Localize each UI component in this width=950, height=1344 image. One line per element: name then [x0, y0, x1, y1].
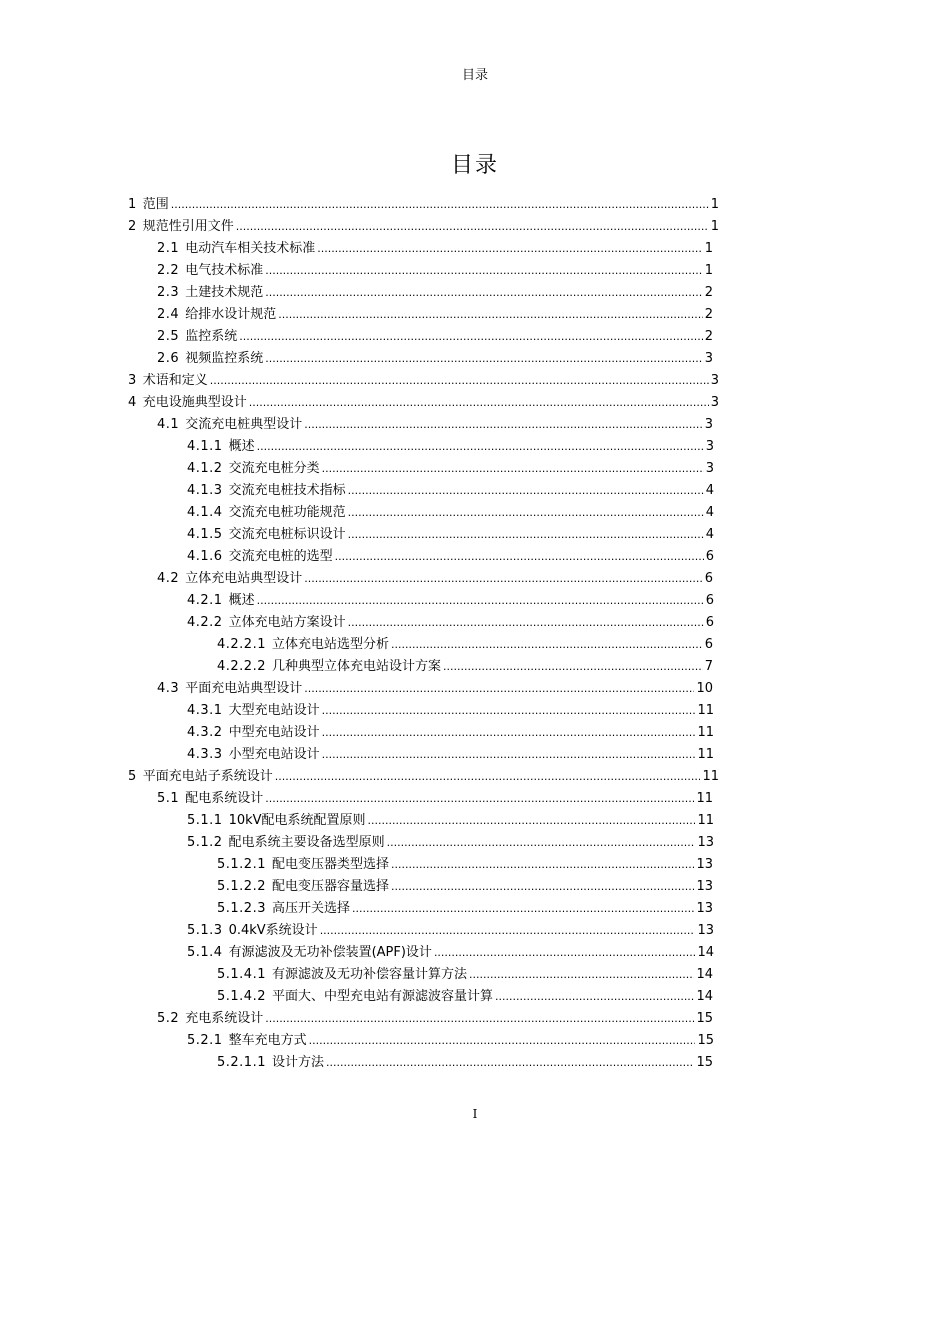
- toc-dot-leader: [391, 876, 694, 898]
- toc-entry[interactable]: [187, 1030, 714, 1052]
- toc-entry-page: 3: [704, 351, 713, 366]
- toc-entry[interactable]: [217, 1052, 713, 1074]
- toc-entry-number: 5.1.4.1: [217, 967, 266, 982]
- toc-entry-title: 小型充电站设计: [228, 747, 320, 762]
- toc-entry[interactable]: [157, 414, 713, 436]
- toc-entry[interactable]: [187, 546, 714, 568]
- toc-entry[interactable]: [187, 458, 714, 480]
- toc-dot-leader: [309, 1030, 696, 1052]
- toc-entry-title: 配电系统设计: [185, 791, 264, 806]
- toc-entry-title: 配电系统主要设备选型原则: [228, 835, 385, 850]
- toc-dot-leader: [249, 392, 709, 414]
- toc-dot-leader: [317, 238, 703, 260]
- toc-entry-page: 11: [697, 703, 714, 718]
- toc-entry-number: 5.1.2.1: [217, 857, 266, 872]
- toc-entry-page: 1: [704, 263, 713, 278]
- toc-entry-page: 3: [710, 395, 719, 410]
- toc-entry-title: 0.4kV系统设计: [228, 923, 318, 938]
- toc-entry-number: 4.1.1: [187, 439, 223, 454]
- toc-entry-number: 2: [128, 219, 137, 234]
- toc-entry-page: 14: [697, 945, 714, 960]
- toc-entry-page: 11: [696, 791, 713, 806]
- toc-entry-page: 15: [696, 1055, 713, 1070]
- toc-entry[interactable]: [217, 876, 713, 898]
- toc-entry-title: 交流充电桩的选型: [228, 549, 333, 564]
- toc-entry-title: 立体充电站选型分析: [271, 637, 389, 652]
- toc-entry-number: 4.3: [157, 681, 180, 696]
- toc-entry-title: 立体充电站方案设计: [228, 615, 346, 630]
- toc-entry-page: 2: [704, 329, 713, 344]
- toc-entry-page: 13: [697, 923, 714, 938]
- toc-entry-number: 2.1: [157, 241, 180, 256]
- toc-dot-leader: [326, 1052, 694, 1074]
- toc-entry[interactable]: [157, 348, 713, 370]
- toc-entry-title: 交流充电桩典型设计: [185, 417, 303, 432]
- toc-entry-title: 视频监控系统: [185, 351, 264, 366]
- toc-entry-number: 2.2: [157, 263, 180, 278]
- toc-dot-leader: [171, 194, 709, 216]
- toc-entry[interactable]: [187, 700, 714, 722]
- running-header: 目录: [461, 68, 488, 83]
- toc-entry-page: 14: [696, 967, 713, 982]
- toc-entry-number: 4.1: [157, 417, 180, 432]
- toc-entry-number: 4.2.2: [187, 615, 223, 630]
- toc-dot-leader: [239, 326, 703, 348]
- toc-entry-page: 1: [710, 197, 719, 212]
- toc-title: 目录: [450, 153, 499, 178]
- toc-entry[interactable]: [187, 590, 714, 612]
- toc-entry[interactable]: [157, 282, 713, 304]
- toc-entry-title: 整车充电方式: [228, 1033, 307, 1048]
- toc-dot-leader: [265, 1008, 694, 1030]
- toc-entry[interactable]: [157, 304, 713, 326]
- toc-entry[interactable]: [157, 260, 713, 282]
- toc-entry-title: 给排水设计规范: [185, 307, 277, 322]
- toc-dot-leader: [236, 216, 709, 238]
- toc-entry-title: 10kV配电系统配置原则: [228, 813, 366, 828]
- toc-entry-page: 3: [705, 461, 714, 476]
- toc-entry-number: 5: [128, 769, 137, 784]
- toc-dot-leader: [469, 964, 694, 986]
- toc-entry-page: 10: [696, 681, 713, 696]
- toc-dot-leader: [322, 700, 696, 722]
- toc-entry-title: 电气技术标准: [185, 263, 264, 278]
- toc-entry[interactable]: [128, 370, 719, 392]
- toc-dot-leader: [304, 568, 703, 590]
- toc-entry-number: 4.3.2: [187, 725, 223, 740]
- toc-dot-leader: [265, 282, 703, 304]
- toc-entry-page: 11: [697, 725, 714, 740]
- toc-entry-number: 4.3.1: [187, 703, 223, 718]
- toc-entry[interactable]: [128, 766, 719, 788]
- toc-dot-leader: [348, 502, 704, 524]
- toc-entry-number: 2.5: [157, 329, 180, 344]
- toc-entry-page: 13: [697, 835, 714, 850]
- toc-entry[interactable]: [128, 392, 719, 414]
- toc-dot-leader: [322, 744, 696, 766]
- toc-entry-number: 4.1.6: [187, 549, 223, 564]
- toc-dot-leader: [443, 656, 703, 678]
- toc-entry-page: 6: [705, 549, 714, 564]
- toc-entry[interactable]: [157, 788, 713, 810]
- toc-entry[interactable]: [187, 480, 714, 502]
- toc-dot-leader: [348, 480, 704, 502]
- toc-entry[interactable]: [187, 810, 714, 832]
- toc-entry-number: 4.2.1: [187, 593, 223, 608]
- toc-dot-leader: [265, 260, 703, 282]
- toc-dot-leader: [322, 722, 696, 744]
- toc-entry-page: 6: [705, 615, 714, 630]
- toc-entry-title: 设计方法: [271, 1055, 324, 1070]
- toc-entry-title: 监控系统: [185, 329, 238, 344]
- toc-entry[interactable]: [187, 612, 714, 634]
- toc-dot-leader: [210, 370, 709, 392]
- toc-entry[interactable]: [187, 524, 714, 546]
- toc-entry-title: 充电设施典型设计: [142, 395, 247, 410]
- toc-entry-number: 5.1.3: [187, 923, 223, 938]
- toc-dot-leader: [257, 590, 704, 612]
- toc-entry-title: 平面大、中型充电站有源滤波容量计算: [271, 989, 493, 1004]
- toc-entry-page: 1: [704, 241, 713, 256]
- toc-entry-page: 6: [704, 571, 713, 586]
- toc-entry-title: 概述: [228, 593, 255, 608]
- toc-entry-title: 交流充电桩标识设计: [228, 527, 346, 542]
- toc-entry-title: 高压开关选择: [271, 901, 350, 916]
- toc-entry-title: 中型充电站设计: [228, 725, 320, 740]
- toc-entry[interactable]: [217, 634, 713, 656]
- toc-entry-title: 土建技术规范: [185, 285, 264, 300]
- toc-entry-title: 交流充电桩分类: [228, 461, 320, 476]
- toc-entry-page: 4: [705, 505, 714, 520]
- toc-entry-number: 5.2: [157, 1011, 180, 1026]
- toc-entry-page: 15: [696, 1011, 713, 1026]
- toc-dot-leader: [335, 546, 704, 568]
- toc-entry[interactable]: [217, 964, 713, 986]
- toc-entry-title: 电动汽车相关技术标准: [185, 241, 316, 256]
- toc-entry-number: 2.3: [157, 285, 180, 300]
- toc-entry-number: 5.1: [157, 791, 180, 806]
- toc-dot-leader: [265, 788, 694, 810]
- toc-entry-number: 1: [128, 197, 137, 212]
- toc-entry-page: 11: [702, 769, 719, 784]
- toc-entry-title: 概述: [228, 439, 255, 454]
- toc-dot-leader: [265, 348, 703, 370]
- toc-entry-title: 平面充电站子系统设计: [142, 769, 273, 784]
- toc-dot-leader: [434, 942, 696, 964]
- toc-entry-number: 5.1.4.2: [217, 989, 266, 1004]
- toc-entry-title: 立体充电站典型设计: [185, 571, 303, 586]
- toc-entry-page: 13: [696, 901, 713, 916]
- toc-entry-page: 1: [710, 219, 719, 234]
- toc-entry-page: 13: [696, 879, 713, 894]
- toc-entry-title: 大型充电站设计: [228, 703, 320, 718]
- toc-entry[interactable]: [128, 216, 719, 238]
- toc-entry[interactable]: [157, 1008, 713, 1030]
- toc-entry-title: 配电变压器类型选择: [271, 857, 389, 872]
- toc-entry[interactable]: [157, 568, 713, 590]
- toc-entry[interactable]: [187, 722, 714, 744]
- toc-entry-title: 充电系统设计: [185, 1011, 264, 1026]
- toc-entry-number: 5.2.1.1: [217, 1055, 266, 1070]
- toc-entry[interactable]: [217, 898, 713, 920]
- toc-entry-number: 4.3.3: [187, 747, 223, 762]
- toc-entry-page: 14: [696, 989, 713, 1004]
- toc-dot-leader: [391, 634, 703, 656]
- toc-entry-number: 4.1.3: [187, 483, 223, 498]
- toc-entry-title: 交流充电桩技术指标: [228, 483, 346, 498]
- toc-entry-page: 7: [704, 659, 713, 674]
- toc-dot-leader: [322, 458, 704, 480]
- toc-entry-number: 4.2.2.2: [217, 659, 266, 674]
- toc-entry-number: 5.1.2.2: [217, 879, 266, 894]
- toc-entry-title: 术语和定义: [142, 373, 208, 388]
- toc-entry-title: 平面充电站典型设计: [185, 681, 303, 696]
- toc-entry-page: 6: [705, 593, 714, 608]
- toc-dot-leader: [278, 304, 703, 326]
- toc-entry[interactable]: [128, 194, 719, 216]
- toc-entry-page: 11: [697, 813, 714, 828]
- toc-entry[interactable]: [157, 678, 713, 700]
- toc-entry[interactable]: [187, 744, 714, 766]
- toc-entry[interactable]: [217, 854, 713, 876]
- toc-entry-page: 2: [704, 285, 713, 300]
- toc-dot-leader: [348, 612, 704, 634]
- toc-entry-number: 4.2: [157, 571, 180, 586]
- toc-entry-title: 规范性引用文件: [142, 219, 234, 234]
- page-number: I: [472, 1107, 478, 1121]
- toc-entry-number: 3: [128, 373, 137, 388]
- toc-entry-title: 几种典型立体充电站设计方案: [271, 659, 441, 674]
- toc-dot-leader: [320, 920, 696, 942]
- toc-entry-number: 2.6: [157, 351, 180, 366]
- toc-entry-title: 有源滤波及无功补偿容量计算方法: [271, 967, 467, 982]
- toc-dot-leader: [348, 524, 704, 546]
- toc-dot-leader: [304, 678, 694, 700]
- toc-entry[interactable]: [187, 436, 714, 458]
- toc-entry-page: 15: [697, 1033, 714, 1048]
- toc-entry[interactable]: [187, 920, 714, 942]
- toc-entry[interactable]: [217, 656, 713, 678]
- toc-entry-number: 5.1.2: [187, 835, 223, 850]
- toc-entry[interactable]: [217, 986, 713, 1008]
- toc-dot-leader: [387, 832, 696, 854]
- toc-entry[interactable]: [187, 942, 714, 964]
- toc-dot-leader: [495, 986, 694, 1008]
- toc-entry-number: 4.1.5: [187, 527, 223, 542]
- toc-dot-leader: [257, 436, 704, 458]
- toc-entry[interactable]: [187, 502, 714, 524]
- toc-dot-leader: [352, 898, 694, 920]
- toc-entry-title: 有源滤波及无功补偿装置(APF)设计: [228, 945, 432, 960]
- toc-entry-page: 6: [704, 637, 713, 652]
- toc-entry-title: 交流充电桩功能规范: [228, 505, 346, 520]
- toc-entry-number: 5.2.1: [187, 1033, 223, 1048]
- toc-dot-leader: [391, 854, 694, 876]
- toc-entry-title: 范围: [142, 197, 169, 212]
- toc-entry-title: 配电变压器容量选择: [271, 879, 389, 894]
- toc-entry-number: 4.1.2: [187, 461, 223, 476]
- toc-entry-number: 5.1.1: [187, 813, 223, 828]
- toc-entry-number: 5.1.4: [187, 945, 223, 960]
- toc-entry[interactable]: [157, 326, 713, 348]
- toc-entry[interactable]: [157, 238, 713, 260]
- toc-dot-leader: [275, 766, 701, 788]
- toc-entry-number: 4: [128, 395, 137, 410]
- toc-entry-page: 4: [705, 527, 714, 542]
- toc-entry-page: 3: [710, 373, 719, 388]
- toc-entry-page: 3: [704, 417, 713, 432]
- toc-entry-number: 4.2.2.1: [217, 637, 266, 652]
- toc-entry-page: 13: [696, 857, 713, 872]
- toc-dot-leader: [304, 414, 703, 436]
- toc-entry-page: 2: [704, 307, 713, 322]
- toc-entry-number: 4.1.4: [187, 505, 223, 520]
- toc-entry-number: 2.4: [157, 307, 180, 322]
- toc-entry-page: 4: [705, 483, 714, 498]
- toc-dot-leader: [368, 810, 696, 832]
- toc-entry-page: 11: [697, 747, 714, 762]
- toc-entry[interactable]: [187, 832, 714, 854]
- toc-entry-page: 3: [705, 439, 714, 454]
- toc-entry-number: 5.1.2.3: [217, 901, 266, 916]
